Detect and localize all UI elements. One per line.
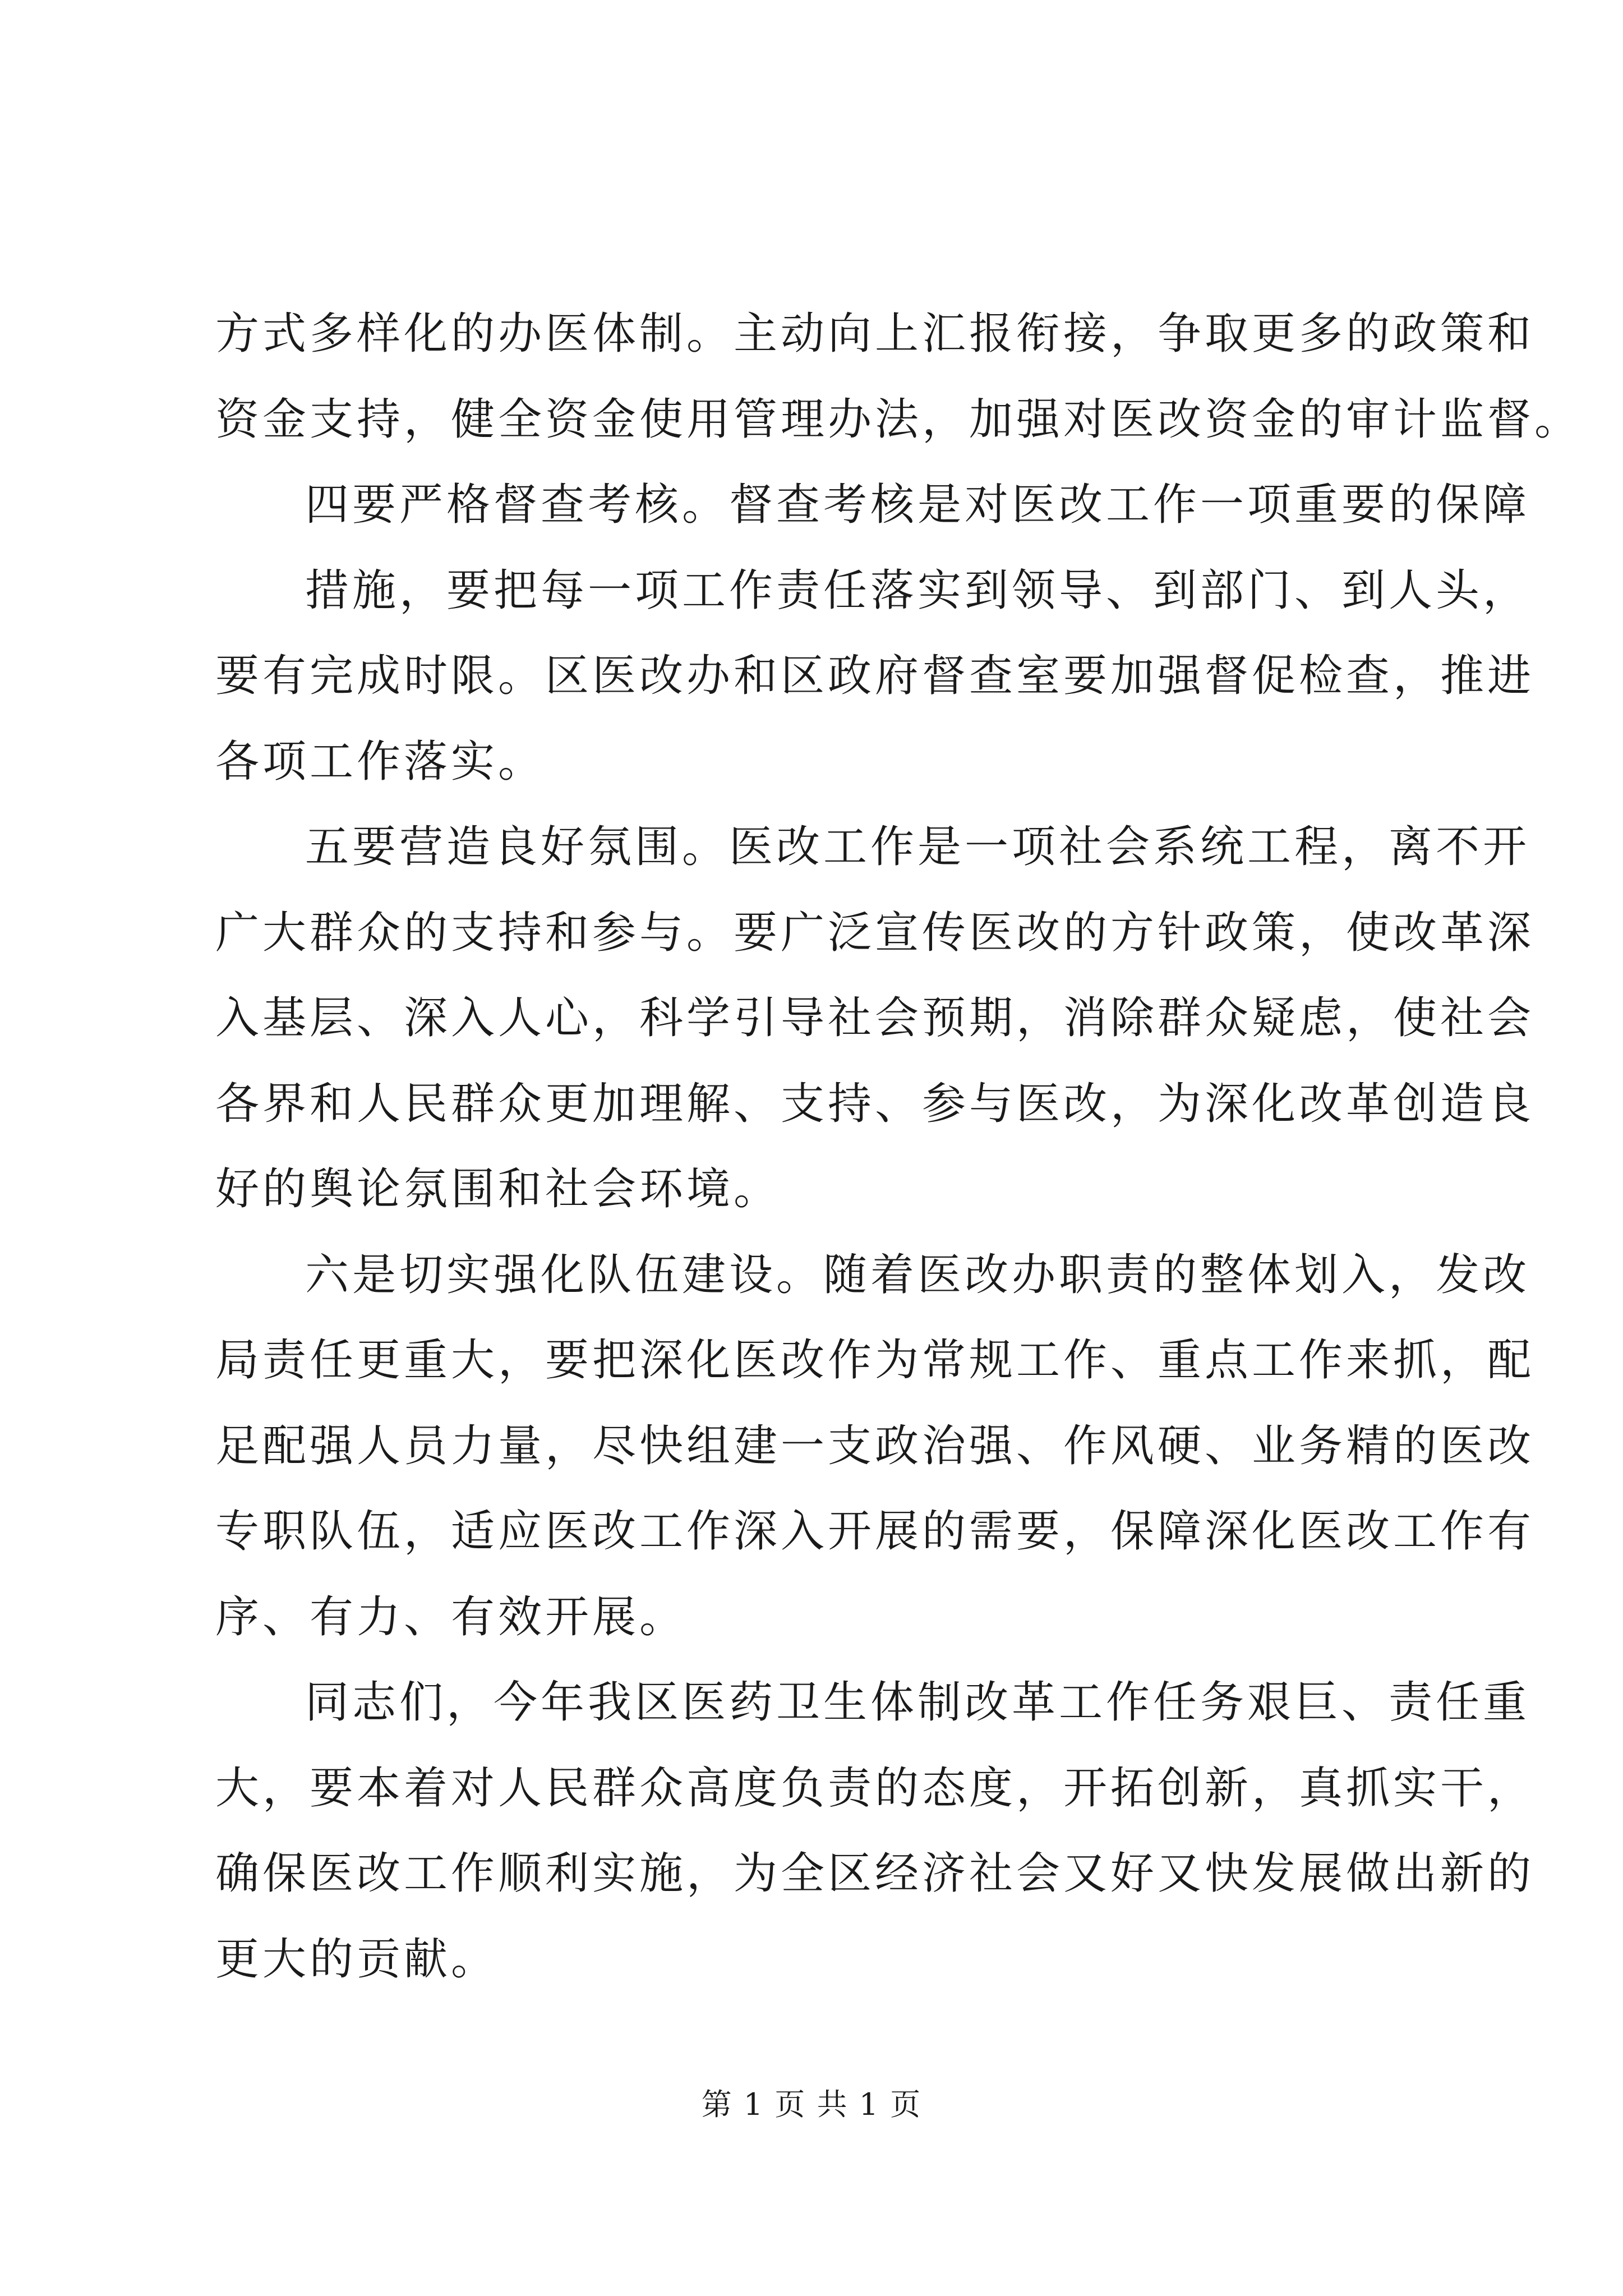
text-line: 入基层、深入人心，科学引导社会预期，消除群众疑虑，使社会 — [215, 993, 1535, 1043]
paragraph-start-line: 四要严格督查考核。督查考核是对医改工作一项重要的保障 — [305, 480, 1530, 530]
paragraph-start-line: 同志们，今年我区医药卫生体制改革工作任务艰巨、责任重 — [305, 1677, 1530, 1728]
page-footer: 第 1 页 共 1 页 — [701, 2087, 922, 2122]
text-line: 确保医改工作顺利实施，为全区经济社会又好又快发展做出新的 — [215, 1848, 1535, 1899]
text-line: 序、有力、有效开展。 — [215, 1592, 687, 1642]
paragraph-start-line: 五要营造良好氛围。医改工作是一项社会系统工程，离不开 — [305, 822, 1530, 872]
paragraph-start-line: 六是切实强化队伍建设。随着医改办职责的整体划入，发改 — [305, 1250, 1530, 1300]
text-line: 足配强人员力量，尽快组建一支政治强、作风硬、业务精的医改 — [215, 1421, 1535, 1471]
text-line: 专职队伍，适应医改工作深入开展的需要，保障深化医改工作有 — [215, 1506, 1535, 1557]
text-line: 局责任更重大，要把深化医改作为常规工作、重点工作来抓，配 — [215, 1335, 1535, 1386]
text-line: 资金支持，健全资金使用管理办法，加强对医改资金的审计监督。 — [215, 394, 1582, 445]
text-line: 要有完成时限。区医改办和区政府督查室要加强督促检查，推进 — [215, 651, 1535, 701]
text-line: 各项工作落实。 — [215, 737, 546, 787]
text-line: 措施，要把每一项工作责任落实到领导、到部门、到人头， — [305, 565, 1530, 616]
text-line: 更大的贡献。 — [215, 1934, 499, 1985]
text-line: 大，要本着对人民群众高度负责的态度，开拓创新，真抓实干， — [215, 1763, 1535, 1814]
text-line: 各界和人民群众更加理解、支持、参与医改，为深化改革创造良 — [215, 1079, 1535, 1129]
text-line: 好的舆论氛围和社会环境。 — [215, 1164, 781, 1214]
text-line: 广大群众的支持和参与。要广泛宣传医改的方针政策，使改革深 — [215, 908, 1535, 958]
text-line: 方式多样化的办医体制。主动向上汇报衔接，争取更多的政策和 — [215, 309, 1535, 359]
